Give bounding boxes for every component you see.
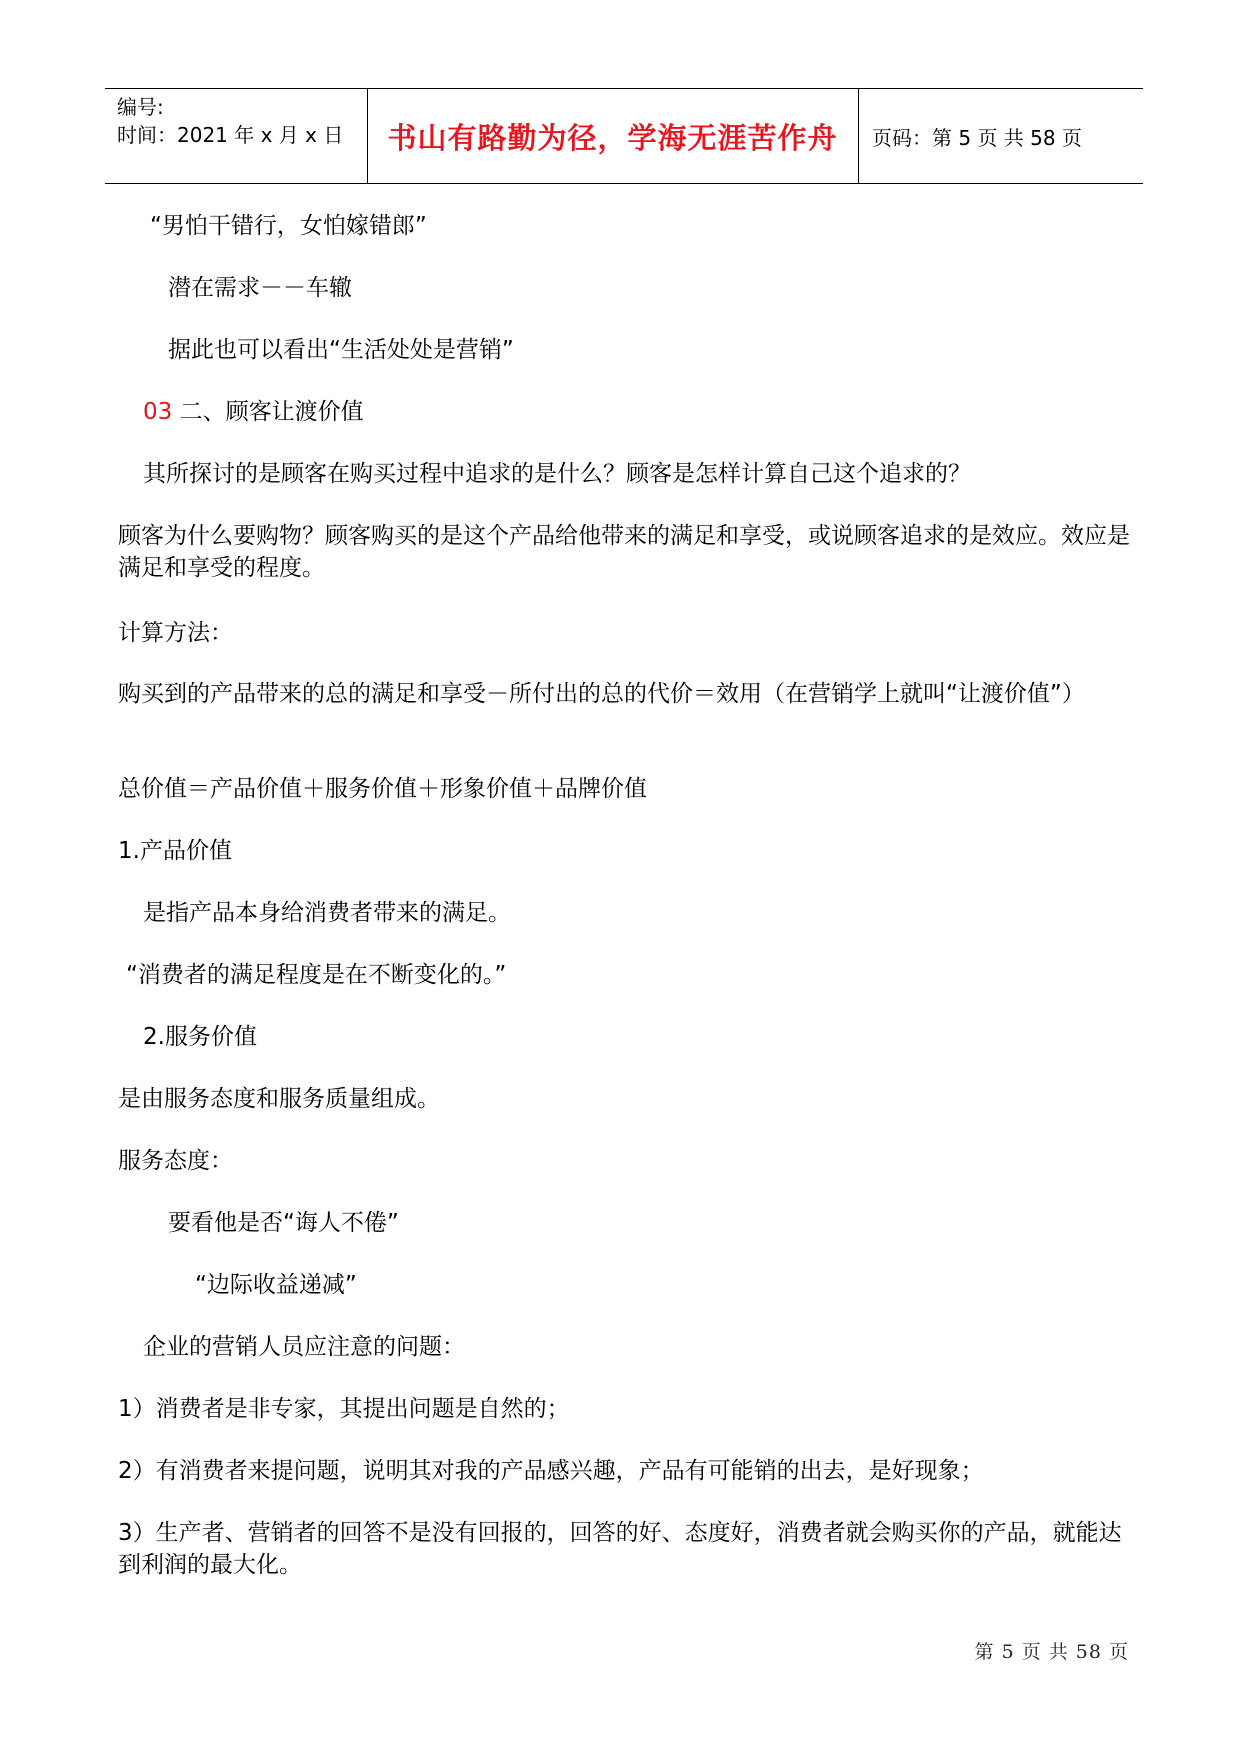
paragraph: 企业的营销人员应注意的问题： <box>143 1334 465 1360</box>
header-meta-cell <box>105 89 368 183</box>
header-motto: 书山有路勤为径，学海无涯苦作舟 <box>387 120 838 155</box>
paragraph: 2.服务价值 <box>143 1024 257 1050</box>
paragraph: 是由服务态度和服务质量组成。 <box>118 1086 440 1112</box>
paragraph: “男怕干错行，女怕嫁错郎” <box>150 213 427 239</box>
paragraph: 其所探讨的是顾客在购买过程中追求的是什么？顾客是怎样计算自己这个追求的？ <box>143 461 971 487</box>
page-footer: 第 5 页 共 58 页 <box>974 1641 1129 1663</box>
paragraph: 顾客为什么要购物？顾客购买的是这个产品给他带来的满足和享受，或说顾客追求的是效应。效应是满足和享受的程度。 <box>118 523 1130 581</box>
document-time-label: 时间：2021 年 x 月 x 日 <box>117 123 344 147</box>
header-page-cell <box>858 89 1143 183</box>
paragraph: “边际收益递减” <box>195 1272 357 1298</box>
document-header <box>105 88 1143 184</box>
section-number: 03 <box>143 399 173 425</box>
section-heading <box>143 396 364 428</box>
paragraph: 2）有消费者来提问题，说明其对我的产品感兴趣，产品有可能销的出去，是好现象； <box>118 1458 984 1484</box>
paragraph: 1.产品价值 <box>118 838 232 864</box>
paragraph: 购买到的产品带来的总的满足和享受－所付出的总的代价＝效用（在营销学上就叫“让渡价值”） <box>118 681 1085 707</box>
paragraph: 要看他是否“诲人不倦” <box>168 1210 399 1236</box>
document-number-label: 编号: <box>117 95 164 119</box>
paragraph: 3）生产者、营销者的回答不是没有回报的，回答的好、态度好，消费者就会购买你的产品，就能达到利润的最大化。 <box>118 1520 1122 1578</box>
paragraph: 总价值＝产品价值＋服务价值＋形象价值＋品牌价值 <box>118 776 647 802</box>
section-title: 二、顾客让渡价值 <box>172 399 364 425</box>
paragraph: 据此也可以看出“生活处处是营销” <box>168 337 514 363</box>
paragraph: 1）消费者是非专家，其提出问题是自然的； <box>118 1396 570 1422</box>
paragraph: 潜在需求－－车辙 <box>168 275 352 301</box>
header-motto-cell <box>367 89 859 183</box>
paragraph: 服务态度： <box>118 1148 233 1174</box>
paragraph: “消费者的满足程度是在不断变化的。” <box>126 962 507 988</box>
paragraph: 计算方法： <box>118 620 233 646</box>
paragraph: 是指产品本身给消费者带来的满足。 <box>143 900 511 926</box>
header-page-code: 页码：第 5 页 共 58 页 <box>872 125 1082 150</box>
